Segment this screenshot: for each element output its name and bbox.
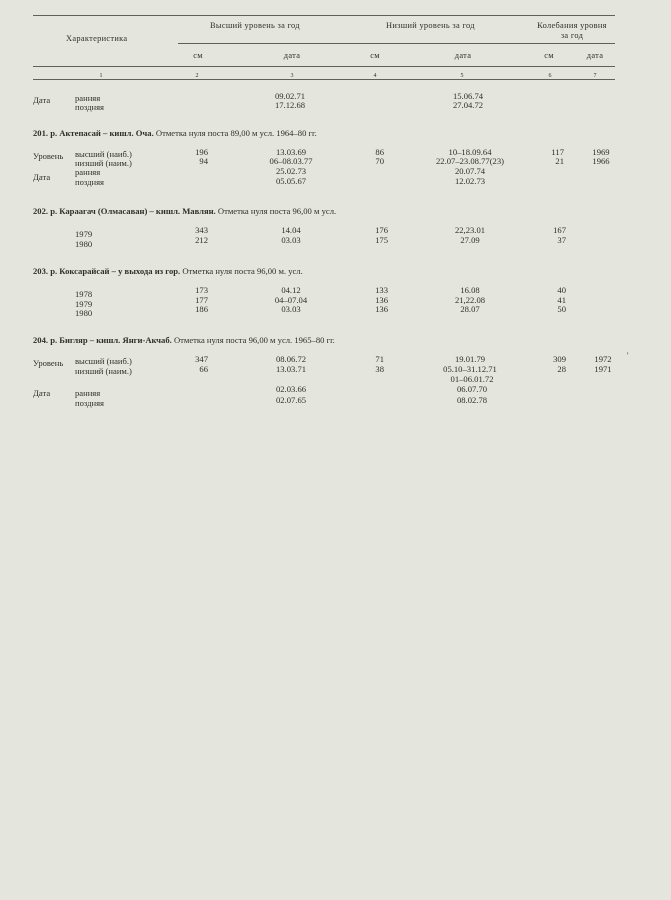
- header-colnum-5: 5: [460, 73, 464, 79]
- header-colnum-6: 6: [548, 73, 552, 79]
- s204-low-fl-cm: 28: [557, 364, 566, 374]
- header-colnum-1: 1: [99, 73, 103, 79]
- header-colnum-7: 7: [593, 73, 597, 79]
- s203-1979-min-cm: 136: [375, 295, 388, 305]
- s204-high-fl-cm: 309: [553, 354, 566, 364]
- s203-1980-max-cm: 186: [195, 304, 208, 314]
- header-col5-date: дата: [454, 51, 472, 60]
- s204-highest-label: высший (наиб.): [75, 356, 132, 366]
- intro-late-label: поздняя: [75, 102, 105, 112]
- s203-1980-fl-cm: 50: [557, 304, 566, 314]
- s201-early-max-date: 25.02.73: [275, 166, 307, 176]
- section-202-title-rest: Отметка нуля поста 96,00 м усл.: [217, 206, 337, 216]
- s204-level-label: Уровень: [33, 358, 64, 368]
- s203-1979-max-date: 04–07.04: [274, 295, 308, 305]
- header-fluctuation-line1: Колебания уровня: [537, 21, 607, 30]
- s204-lowest-label: низший (наим.): [75, 366, 132, 376]
- intro-date-label: Дата: [33, 95, 51, 105]
- intro-min-date-late: 27.04.72: [452, 100, 484, 110]
- header-fluctuation-line2: за год: [560, 31, 584, 40]
- s201-late-max-date: 05.05.67: [275, 176, 307, 186]
- section-203-title-rest: Отметка нуля поста 96,00 м. усл.: [182, 266, 303, 276]
- header-colnum-4: 4: [373, 73, 377, 79]
- section-203-title-bold: 203. р. Коксарайсай – у выхода из гор.: [33, 266, 181, 276]
- s201-low-fl-year: 1966: [592, 156, 610, 166]
- header-col4-cm: см: [370, 51, 380, 60]
- header-col7-date: дата: [586, 51, 604, 60]
- s203-1978-fl-cm: 40: [557, 285, 566, 295]
- header-col6-cm: см: [544, 51, 554, 60]
- s201-early-min-date: 20.07.74: [454, 166, 486, 176]
- intro-min-date-early: 15.06.74: [452, 91, 484, 101]
- s204-high-fl-year: 1972: [594, 354, 612, 364]
- s204-low-min-cm: 38: [375, 364, 384, 374]
- s203-1978-max-date: 04.12: [281, 285, 301, 295]
- s204-low-max-date: 13.03.71: [275, 364, 307, 374]
- s201-late-label: поздняя: [75, 177, 105, 187]
- s203-1978-max-cm: 173: [195, 285, 208, 295]
- intro-max-date-early: 09.02.71: [274, 91, 306, 101]
- s201-late-min-date: 12.02.73: [454, 176, 486, 186]
- s204-high-max-cm: 347: [195, 354, 208, 364]
- s202-1980-max-date: 03.03: [281, 235, 301, 245]
- s202-1980-min-date: 27.09: [460, 235, 480, 245]
- s201-low-min-cm: 70: [375, 156, 384, 166]
- s204-low-max-cm: 66: [199, 364, 208, 374]
- intro-early-label: ранняя: [75, 93, 101, 103]
- s201-high-min-date: 10–18.09.64: [448, 147, 492, 157]
- section-202-title-bold: 202. р. Караагач (Олмасаван) – кишл. Мавлян.: [33, 206, 216, 216]
- section-201-title-bold: 201. р. Актепасай – кишл. Оча.: [33, 128, 154, 138]
- section-204-title-bold: 204. р. Бигляр – кишл. Янги-Акчаб.: [33, 335, 172, 345]
- s202-year-1980: 1980: [75, 239, 93, 249]
- s203-1980-min-cm: 136: [375, 304, 388, 314]
- s201-low-min-date: 22.07–23.08.77(23): [435, 156, 505, 166]
- s203-1980-max-date: 03.03: [281, 304, 301, 314]
- header-top-rule: [33, 15, 615, 16]
- s204-date-label: Дата: [33, 388, 51, 398]
- header-mid-rule: [178, 43, 615, 44]
- s204-high-min-date: 19.01.79: [454, 354, 486, 364]
- s204-early-min-date: 06.07.70: [456, 384, 488, 394]
- s201-low-max-cm: 94: [199, 156, 208, 166]
- s201-date-label: Дата: [33, 172, 51, 182]
- section-204-title-rest: Отметка нуля поста 96,00 м усл. 1965–80 гг.: [173, 335, 335, 345]
- header-bottom-rule: [33, 79, 615, 80]
- intro-max-date-late: 17.12.68: [274, 100, 306, 110]
- s203-year-1979: 1979: [75, 299, 93, 309]
- s204-low-min-date: 05.10–31.12.71: [443, 364, 497, 374]
- s204-late-label: поздняя: [75, 398, 105, 408]
- s202-1979-fl-cm: 167: [553, 225, 566, 235]
- s202-year-1979: 1979: [75, 229, 93, 239]
- s203-1979-fl-cm: 41: [557, 295, 566, 305]
- s204-late-max-date: 02.07.65: [275, 395, 307, 405]
- s201-high-fl-year: 1969: [592, 147, 610, 157]
- s203-year-1978: 1978: [75, 289, 93, 299]
- section-201-title: [33, 128, 317, 138]
- s201-low-max-date: 06–08.03.77: [269, 156, 313, 166]
- s201-high-max-cm: 196: [195, 147, 208, 157]
- s203-year-1980: 1980: [75, 308, 93, 318]
- s204-high-min-cm: 71: [375, 354, 384, 364]
- section-201-title-rest: Отметка нуля поста 89,00 м усл. 1964–80 гг.: [155, 128, 317, 138]
- s204-low-fl-year: 1971: [594, 364, 612, 374]
- header-characteristic: Характеристика: [66, 34, 128, 43]
- s204-high-max-date: 08.06.72: [275, 354, 307, 364]
- s201-level-label: Уровень: [33, 151, 64, 161]
- s201-lowest-label: низший (наим.): [75, 158, 132, 168]
- s203-1978-min-date: 16.08: [460, 285, 480, 295]
- s204-early-max-date: 02.03.66: [275, 384, 307, 394]
- s201-highest-label: высший (наиб.): [75, 149, 132, 159]
- header-col3-date: дата: [283, 51, 301, 60]
- s202-1979-max-date: 14.04: [281, 225, 301, 235]
- s204-margin-mark: ': [627, 351, 629, 360]
- s201-high-fl-cm: 117: [551, 147, 564, 157]
- section-202-title: [33, 206, 336, 216]
- section-203-title: [33, 266, 303, 276]
- s202-1980-max-cm: 212: [195, 235, 208, 245]
- s204-late-min-date: 08.02.78: [456, 395, 488, 405]
- header-cols-rule: [33, 66, 615, 67]
- header-min-level: Низший уровень за год: [386, 21, 475, 30]
- s201-high-min-cm: 86: [375, 147, 384, 157]
- s203-1979-min-date: 21,22.08: [454, 295, 486, 305]
- section-204-title: [33, 335, 335, 345]
- s203-1978-min-cm: 133: [375, 285, 388, 295]
- header-colnum-3: 3: [290, 73, 294, 79]
- s203-1980-min-date: 28.07: [460, 304, 480, 314]
- s202-1979-min-cm: 176: [375, 225, 388, 235]
- s202-1979-max-cm: 343: [195, 225, 208, 235]
- s203-1979-max-cm: 177: [195, 295, 208, 305]
- s202-1979-min-date: 22,23.01: [454, 225, 486, 235]
- header-colnum-2: 2: [195, 73, 199, 79]
- s201-high-max-date: 13.03.69: [275, 147, 307, 157]
- header-max-level: Высший уровень за год: [210, 21, 300, 30]
- s201-early-label: ранняя: [75, 167, 101, 177]
- s204-early-label: ранняя: [75, 388, 101, 398]
- header-col2-cm: см: [193, 51, 203, 60]
- s202-1980-min-cm: 175: [375, 235, 388, 245]
- s204-low-min-date-2: 01–06.01.72: [450, 374, 494, 384]
- s202-1980-fl-cm: 37: [557, 235, 566, 245]
- s201-low-fl-cm: 21: [555, 156, 564, 166]
